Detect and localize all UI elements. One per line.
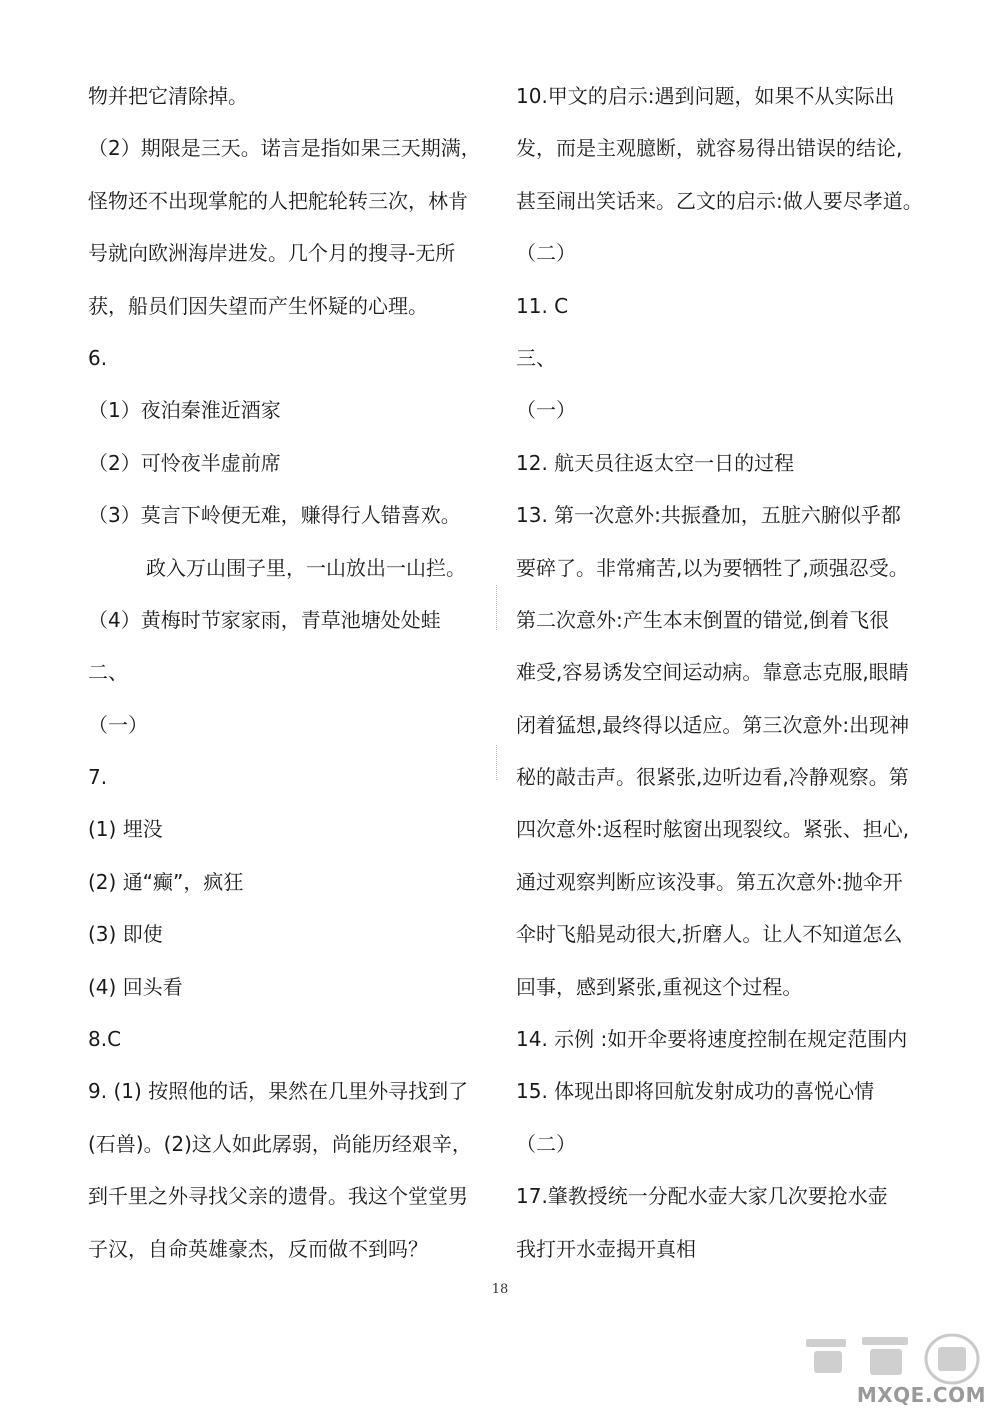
right-column-line: 14. 示例 :如开伞要将速度控制在规定范围内	[516, 1027, 908, 1052]
left-column-line: （1）夜泊秦淮近酒家	[88, 398, 281, 423]
right-column-line: 难受,容易诱发空间运动病。靠意志克服,眼睛	[516, 660, 909, 685]
page-number: 18	[491, 1282, 509, 1297]
left-column-line: (3) 即使	[88, 922, 163, 947]
right-column-line: 第二次意外:产生本末倒置的错觉,倒着飞很	[516, 607, 890, 632]
left-column-line: （2）可怜夜半虚前席	[88, 450, 281, 475]
right-column	[516, 70, 923, 1275]
column-divider-dots	[496, 585, 499, 630]
right-column-line: 伞时飞船晃动很大,折磨人。让人不知道怎么	[516, 922, 903, 947]
left-column-line: 9. (1) 按照他的话，果然在几里外寻找到了	[88, 1079, 469, 1104]
left-column-line: （一）	[88, 712, 148, 737]
right-column-line: （二）	[516, 241, 576, 266]
right-column-line: 秘的敲击声。很紧张,边听边看,冷静观察。第	[516, 765, 909, 790]
right-column-line: 11. C	[516, 293, 569, 318]
left-column-line: 怪物还不出现掌舵的人把舵轮转三次，林肯	[88, 188, 468, 213]
watermark-logo	[792, 1321, 992, 1411]
left-column-line: 7.	[88, 765, 108, 790]
left-column	[88, 70, 488, 1275]
left-column-line: 子汉，自命英雄豪杰，反而做不到吗？	[88, 1236, 428, 1261]
right-column-line: 15. 体现出即将回航发射成功的喜悦心情	[516, 1079, 875, 1104]
left-column-line: 8.C	[88, 1027, 122, 1052]
left-column-line: (4) 回头看	[88, 974, 183, 999]
left-column-line: （3）莫言下岭便无难，赚得行人错喜欢。	[88, 503, 461, 528]
column-divider-dots	[496, 745, 499, 780]
right-column-line: 甚至闹出笑话来。乙文的启示:做人要尽孝道。	[516, 188, 923, 213]
left-column-line: 到千里之外寻找父亲的遗骨。我这个堂堂男	[88, 1184, 468, 1209]
left-column-line: （4）黄梅时节家家雨，青草池塘处处蛙	[88, 607, 441, 632]
right-column-line: （一）	[516, 398, 576, 423]
left-column-line: (1) 埋没	[88, 817, 163, 842]
right-column-line: 10.甲文的启示:遇到问题，如果不从实际出	[516, 84, 895, 108]
left-column-line: (石兽)。(2)这人如此孱弱，尚能历经艰辛，	[88, 1131, 472, 1156]
right-column-line: 四次意外:返程时舷窗出现裂纹。紧张、担心,	[516, 817, 910, 842]
right-column-line: 通过观察判断应该没事。第五次意外:抛伞开	[516, 869, 903, 894]
right-column-line: 闭着猛想,最终得以适应。第三次意外:出现神	[516, 712, 910, 737]
right-column-line: 要碎了。非常痛苦,以为要牺牲了,顽强忍受。	[516, 555, 909, 580]
right-column-line: 17.肇教授统一分配水壶大家几次要抢水壶	[516, 1184, 888, 1209]
right-column-line: 三、	[516, 345, 556, 370]
watermark-site: MXQE.COM	[856, 1383, 986, 1407]
left-column-line: 二、	[88, 660, 128, 685]
left-column-line: （2）期限是三天。诺言是指如果三天期满，	[88, 136, 481, 161]
left-column-line: 6.	[88, 345, 108, 370]
right-column-line: 13. 第一次意外:共振叠加，五脏六腑似乎都	[516, 503, 901, 528]
right-column-line: 12. 航天员往返太空一日的过程	[516, 450, 795, 475]
right-column-line: （二）	[516, 1131, 576, 1156]
left-column-line: (2) 通“癫”，疯狂	[88, 869, 244, 894]
right-column-line: 我打开水壶揭开真相	[516, 1236, 696, 1261]
left-column-line: 政入万山围子里，一山放出一山拦。	[146, 555, 466, 580]
left-column-line: 号就向欧洲海岸进发。几个月的搜寻-无所	[88, 241, 456, 266]
left-column-line: 获，船员们因失望而产生怀疑的心理。	[88, 293, 428, 318]
right-column-line: 回事，感到紧张,重视这个过程。	[516, 974, 803, 999]
right-column-line: 发，而是主观臆断，就容易得出错误的结论,	[516, 136, 903, 161]
left-column-line: 物并把它清除掉。	[88, 84, 248, 108]
